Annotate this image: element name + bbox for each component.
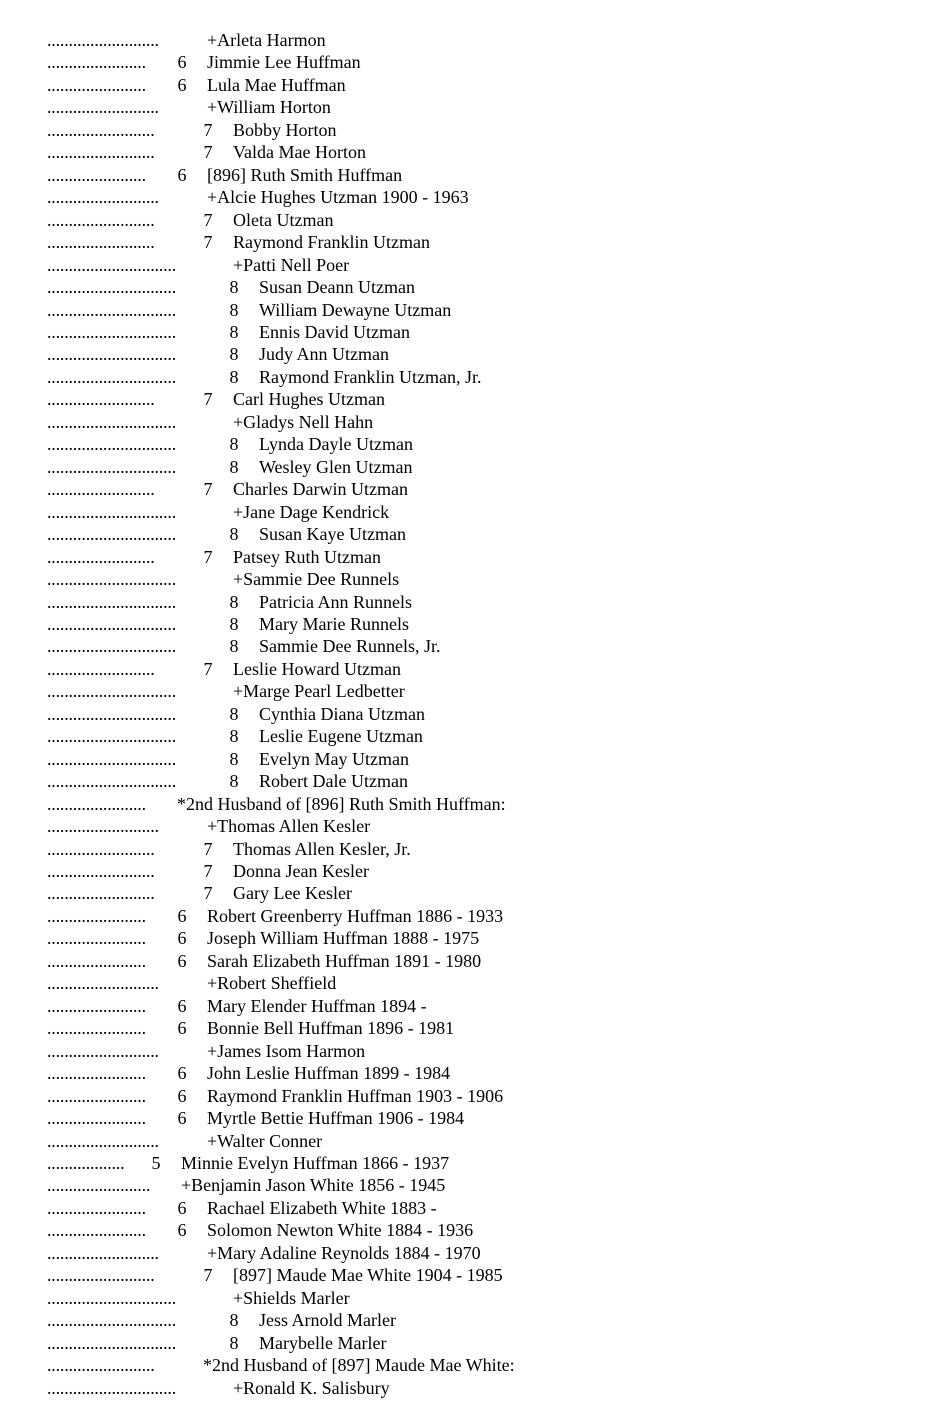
leader-dots: .......................... bbox=[47, 97, 159, 118]
leader-dots: .............................. bbox=[47, 434, 177, 455]
person-entry: Donna Jean Kesler bbox=[233, 861, 369, 882]
generation-number: 8 bbox=[229, 277, 239, 298]
leader-dots: ....................... bbox=[47, 1220, 146, 1241]
leader-dots: ......................... bbox=[47, 142, 155, 163]
generation-number: 6 bbox=[177, 905, 187, 926]
generation-number: 8 bbox=[229, 321, 239, 342]
generation-number: 6 bbox=[177, 52, 187, 73]
generation-number: 6 bbox=[177, 1220, 187, 1241]
generation-number: 6 bbox=[177, 1108, 187, 1129]
person-entry: +William Horton bbox=[207, 97, 331, 118]
generation-number: 7 bbox=[203, 209, 213, 230]
generation-number: 8 bbox=[229, 1332, 239, 1353]
leader-dots: .......................... bbox=[47, 816, 159, 837]
leader-dots: ......................... bbox=[47, 883, 155, 904]
person-entry: Oleta Utzman bbox=[233, 209, 334, 230]
leader-dots: .............................. bbox=[47, 591, 177, 612]
leader-dots: ......................... bbox=[47, 119, 155, 140]
generation-number: 6 bbox=[177, 928, 187, 949]
person-entry: +Robert Sheffield bbox=[207, 973, 337, 994]
person-entry: Cynthia Diana Utzman bbox=[259, 703, 425, 724]
person-entry: Leslie Eugene Utzman bbox=[259, 726, 423, 747]
person-entry: Raymond Franklin Huffman 1903 - 1906 bbox=[207, 1085, 504, 1106]
person-entry: +Thomas Allen Kesler bbox=[207, 816, 371, 837]
leader-dots: .............................. bbox=[47, 681, 177, 702]
person-entry: +Marge Pearl Ledbetter bbox=[233, 681, 405, 702]
leader-dots: ......................... bbox=[47, 546, 155, 567]
person-entry: Rachael Elizabeth White 1883 - bbox=[207, 1197, 437, 1218]
person-entry: Robert Dale Utzman bbox=[259, 771, 408, 792]
generation-number: 7 bbox=[203, 1265, 213, 1286]
leader-dots: ....................... bbox=[47, 950, 146, 971]
generation-number: 7 bbox=[203, 883, 213, 904]
person-entry: +Gladys Nell Hahn bbox=[233, 411, 374, 432]
person-entry: Evelyn May Utzman bbox=[259, 748, 409, 769]
person-entry: Marybelle Marler bbox=[259, 1332, 387, 1353]
leader-dots: .......................... bbox=[47, 30, 159, 50]
generation-number: 6 bbox=[177, 995, 187, 1016]
leader-dots: ....................... bbox=[47, 995, 146, 1016]
leader-dots: .......................... bbox=[47, 1040, 159, 1061]
generation-number: 6 bbox=[177, 74, 187, 95]
generation-number: 8 bbox=[229, 434, 239, 455]
leader-dots: .............................. bbox=[47, 277, 177, 298]
person-entry: +Alcie Hughes Utzman 1900 - 1963 bbox=[207, 187, 469, 208]
leader-dots: ........................ bbox=[47, 1175, 151, 1196]
leader-dots: ......................... bbox=[47, 1265, 155, 1286]
leader-dots: ....................... bbox=[47, 928, 146, 949]
leader-dots: ......................... bbox=[47, 658, 155, 679]
leader-dots: ......................... bbox=[47, 479, 155, 500]
generation-number: 7 bbox=[203, 861, 213, 882]
leader-dots: ....................... bbox=[47, 1018, 146, 1039]
person-entry: John Leslie Huffman 1899 - 1984 bbox=[207, 1063, 451, 1084]
person-entry: +Arleta Harmon bbox=[207, 30, 326, 50]
generation-number: 8 bbox=[229, 703, 239, 724]
person-entry: +Ronald K. Salisbury bbox=[233, 1377, 390, 1398]
generation-number: 8 bbox=[229, 748, 239, 769]
generation-number: 8 bbox=[229, 344, 239, 365]
leader-dots: .......................... bbox=[47, 1130, 159, 1151]
leader-dots: .............................. bbox=[47, 524, 177, 545]
person-entry: Susan Deann Utzman bbox=[259, 277, 415, 298]
generation-number: 7 bbox=[203, 142, 213, 163]
generation-number: 8 bbox=[229, 456, 239, 477]
person-entry: Myrtle Bettie Huffman 1906 - 1984 bbox=[207, 1108, 465, 1129]
generation-number: 8 bbox=[229, 524, 239, 545]
leader-dots: .......................... bbox=[47, 187, 159, 208]
person-entry: Judy Ann Utzman bbox=[259, 344, 389, 365]
leader-dots: .............................. bbox=[47, 411, 177, 432]
generation-number: 7 bbox=[203, 119, 213, 140]
leader-dots: ......................... bbox=[47, 838, 155, 859]
person-entry: +Benjamin Jason White 1856 - 1945 bbox=[181, 1175, 446, 1196]
person-entry: Minnie Evelyn Huffman 1866 - 1937 bbox=[181, 1153, 450, 1173]
leader-dots: .............................. bbox=[47, 1310, 177, 1331]
leader-dots: ....................... bbox=[47, 164, 146, 185]
person-entry: Leslie Howard Utzman bbox=[233, 658, 401, 679]
person-entry: [897] Maude Mae White 1904 - 1985 bbox=[233, 1265, 503, 1286]
generation-number: 8 bbox=[229, 591, 239, 612]
leader-dots: .......................... bbox=[47, 1242, 159, 1263]
leader-dots: ....................... bbox=[47, 1085, 146, 1106]
leader-dots: .............................. bbox=[47, 456, 177, 477]
person-entry: [896] Ruth Smith Huffman bbox=[207, 164, 403, 185]
generation-number: 8 bbox=[229, 726, 239, 747]
leader-dots: .............................. bbox=[47, 321, 177, 342]
leader-dots: .............................. bbox=[47, 703, 177, 724]
generation-number: 7 bbox=[203, 389, 213, 410]
person-entry: Susan Kaye Utzman bbox=[259, 524, 406, 545]
person-entry: William Dewayne Utzman bbox=[259, 299, 452, 320]
generation-number: 7 bbox=[203, 658, 213, 679]
leader-dots: ....................... bbox=[47, 1063, 146, 1084]
person-entry: Joseph William Huffman 1888 - 1975 bbox=[207, 928, 480, 949]
leader-dots: .................. bbox=[47, 1153, 125, 1173]
person-entry: *2nd Husband of [897] Maude Mae White: bbox=[203, 1355, 515, 1376]
person-entry: Valda Mae Horton bbox=[233, 142, 366, 163]
leader-dots: ......................... bbox=[47, 232, 155, 253]
generation-number: 8 bbox=[229, 771, 239, 792]
leader-dots: .............................. bbox=[47, 726, 177, 747]
person-entry: Patsey Ruth Utzman bbox=[233, 546, 381, 567]
generation-number: 6 bbox=[177, 1197, 187, 1218]
person-entry: Jess Arnold Marler bbox=[259, 1310, 396, 1331]
leader-dots: ......................... bbox=[47, 861, 155, 882]
generation-number: 6 bbox=[177, 950, 187, 971]
person-entry: +Mary Adaline Reynolds 1884 - 1970 bbox=[207, 1242, 481, 1263]
generation-number: 8 bbox=[229, 613, 239, 634]
leader-dots: ....................... bbox=[47, 793, 146, 814]
generation-number: 8 bbox=[229, 299, 239, 320]
person-entry: Charles Darwin Utzman bbox=[233, 479, 408, 500]
person-entry: +Walter Conner bbox=[207, 1130, 323, 1151]
leader-dots: .......................... bbox=[47, 973, 159, 994]
person-entry: Mary Marie Runnels bbox=[259, 613, 409, 634]
person-entry: +Sammie Dee Runnels bbox=[233, 569, 400, 590]
person-entry: Sammie Dee Runnels, Jr. bbox=[259, 636, 441, 657]
person-entry: Gary Lee Kesler bbox=[233, 883, 352, 904]
leader-dots: .............................. bbox=[47, 748, 177, 769]
generation-number: 7 bbox=[203, 232, 213, 253]
person-entry: *2nd Husband of [896] Ruth Smith Huffman: bbox=[177, 793, 506, 814]
leader-dots: .............................. bbox=[47, 501, 177, 522]
person-entry: Thomas Allen Kesler, Jr. bbox=[233, 838, 411, 859]
person-entry: +James Isom Harmon bbox=[207, 1040, 366, 1061]
person-entry: Solomon Newton White 1884 - 1936 bbox=[207, 1220, 474, 1241]
leader-dots: .............................. bbox=[47, 254, 177, 275]
person-entry: +Patti Nell Poer bbox=[233, 254, 350, 275]
leader-dots: .............................. bbox=[47, 366, 177, 387]
leader-dots: ....................... bbox=[47, 52, 146, 73]
person-entry: Sarah Elizabeth Huffman 1891 - 1980 bbox=[207, 950, 482, 971]
generation-number: 8 bbox=[229, 366, 239, 387]
leader-dots: .............................. bbox=[47, 569, 177, 590]
leader-dots: .............................. bbox=[47, 1287, 177, 1308]
person-entry: +Shields Marler bbox=[233, 1287, 350, 1308]
generation-number: 6 bbox=[177, 164, 187, 185]
leader-dots: .............................. bbox=[47, 1332, 177, 1353]
generation-number: 7 bbox=[203, 838, 213, 859]
generation-number: 6 bbox=[177, 1018, 187, 1039]
person-entry: Robert Greenberry Huffman 1886 - 1933 bbox=[207, 905, 504, 926]
leader-dots: ....................... bbox=[47, 1108, 146, 1129]
person-entry: Raymond Franklin Utzman, Jr. bbox=[259, 366, 482, 387]
leader-dots: ......................... bbox=[47, 1355, 155, 1376]
person-entry: Ennis David Utzman bbox=[259, 321, 410, 342]
person-entry: +Jane Dage Kendrick bbox=[233, 501, 390, 522]
person-entry: Lynda Dayle Utzman bbox=[259, 434, 413, 455]
leader-dots: .............................. bbox=[47, 1377, 177, 1398]
leader-dots: ......................... bbox=[47, 209, 155, 230]
leader-dots: .............................. bbox=[47, 771, 177, 792]
generation-number: 6 bbox=[177, 1085, 187, 1106]
leader-dots: .............................. bbox=[47, 299, 177, 320]
person-entry: Raymond Franklin Utzman bbox=[233, 232, 430, 253]
person-entry: Lula Mae Huffman bbox=[207, 74, 346, 95]
leader-dots: .............................. bbox=[47, 613, 177, 634]
person-entry: Bobby Horton bbox=[233, 119, 337, 140]
person-entry: Jimmie Lee Huffman bbox=[207, 52, 361, 73]
leader-dots: .............................. bbox=[47, 636, 177, 657]
person-entry: Wesley Glen Utzman bbox=[259, 456, 413, 477]
leader-dots: .............................. bbox=[47, 344, 177, 365]
generation-number: 5 bbox=[151, 1153, 161, 1173]
generation-number: 7 bbox=[203, 479, 213, 500]
generation-number: 7 bbox=[203, 546, 213, 567]
person-entry: Carl Hughes Utzman bbox=[233, 389, 385, 410]
generation-number: 8 bbox=[229, 636, 239, 657]
leader-dots: ....................... bbox=[47, 74, 146, 95]
person-entry: Patricia Ann Runnels bbox=[259, 591, 412, 612]
leader-dots: ......................... bbox=[47, 389, 155, 410]
generation-number: 6 bbox=[177, 1063, 187, 1084]
leader-dots: ....................... bbox=[47, 1197, 146, 1218]
leader-dots: ....................... bbox=[47, 905, 146, 926]
person-entry: Mary Elender Huffman 1894 - bbox=[207, 995, 427, 1016]
person-entry: Bonnie Bell Huffman 1896 - 1981 bbox=[207, 1018, 455, 1039]
generation-number: 8 bbox=[229, 1310, 239, 1331]
